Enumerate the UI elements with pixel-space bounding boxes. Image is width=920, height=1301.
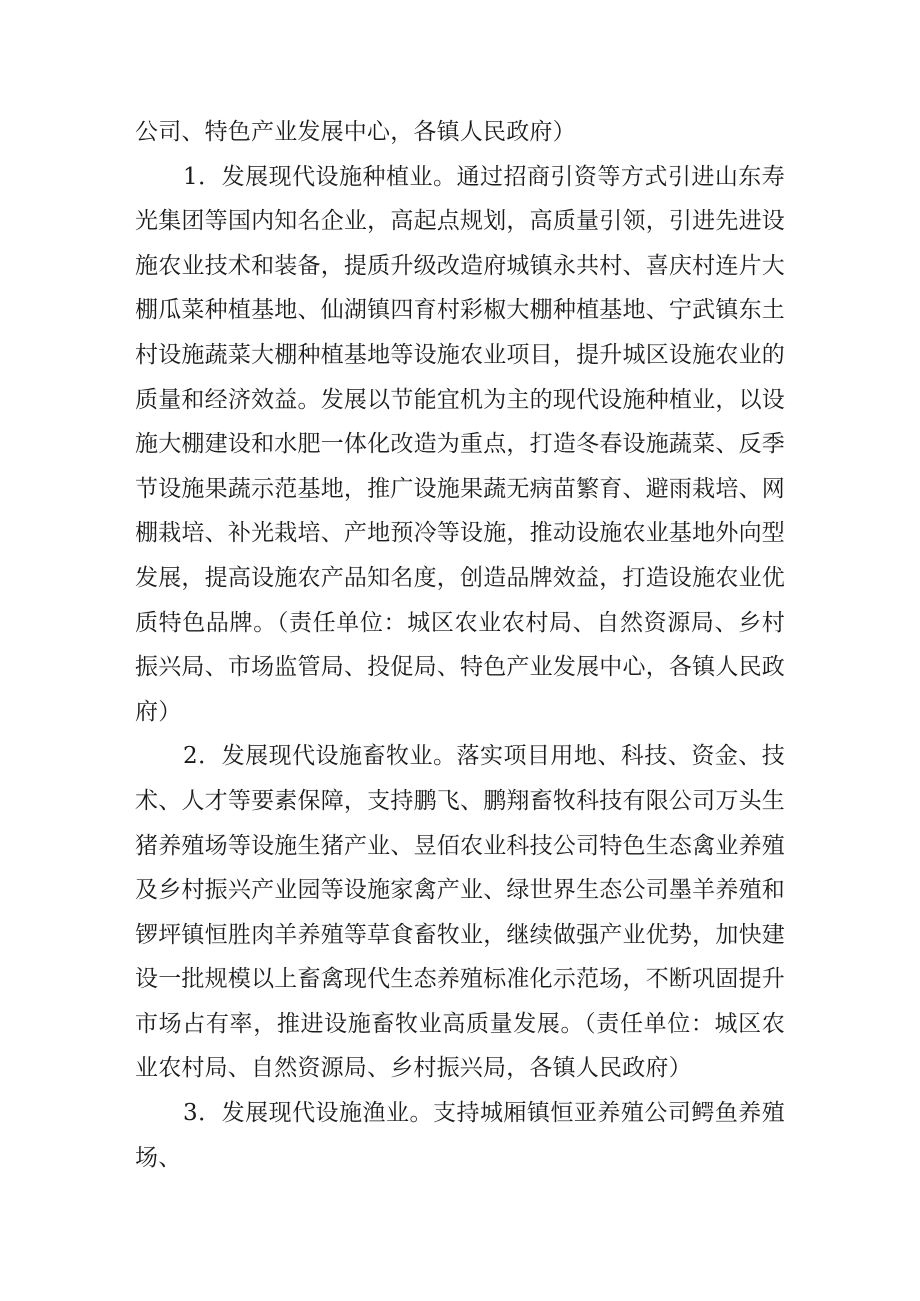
paragraph-item-3-facility-fishery: 3．发展现代设施渔业。支持城厢镇恒亚养殖公司鳄鱼养殖场、 <box>135 1100 785 1171</box>
paragraph-item-1-facility-planting: 1．发展现代设施种植业。通过招商引资等方式引进山东寿光集团等国内知名企业，高起点规划，高质量引领，引进先进设施农业技术和装备，提质升级改造府城镇永共村、喜庆村连片大棚瓜菜种植基地、仙湖镇四育村彩椒大棚种植基地、宁武镇东土村设施蔬菜大棚种植基地等设施农业项目，提升城区设施农业的质量和经济效益。发展以节能宜机为主的现代设施种植业，以设施大棚建设和水肥一体化改造为重点，打造冬春设施蔬菜、反季节设施果蔬示范基地，推广设施果蔬无病苗繁育、避雨栽培、网棚栽培、补光栽培、产地预冷等设施，推动设施农业基地外向型发展，提高设施农产品知名度，创造品牌效益，打造设施农业优质特色品牌。（责任单位：城区农业农村局、自然资源局、乡村振兴局、市场监管局、投促局、特色产业发展中心，各镇人民政府） <box>135 163 785 725</box>
paragraph-continuation: 公司、特色产业发展中心，各镇人民政府） <box>135 119 576 145</box>
paragraph-item-2-facility-livestock: 2．发展现代设施畜牧业。落实项目用地、科技、资金、技术、人才等要素保障，支持鹏飞、鹏翔畜牧科技有限公司万头生猪养殖场等设施生猪产业、昱佰农业科技公司特色生态禽业养殖及乡村振兴产业园等设施家禽产业、绿世界生态公司墨羊养殖和锣坪镇恒胜肉羊养殖等草食畜牧业，继续做强产业优势，加快建设一批规模以上畜禽现代生态养殖标准化示范场，不断巩固提升市场占有率，推进设施畜牧业高质量发展。（责任单位：城区农业农村局、自然资源局、乡村振兴局，各镇人民政府） <box>135 743 785 1082</box>
document-body <box>135 110 785 1180</box>
